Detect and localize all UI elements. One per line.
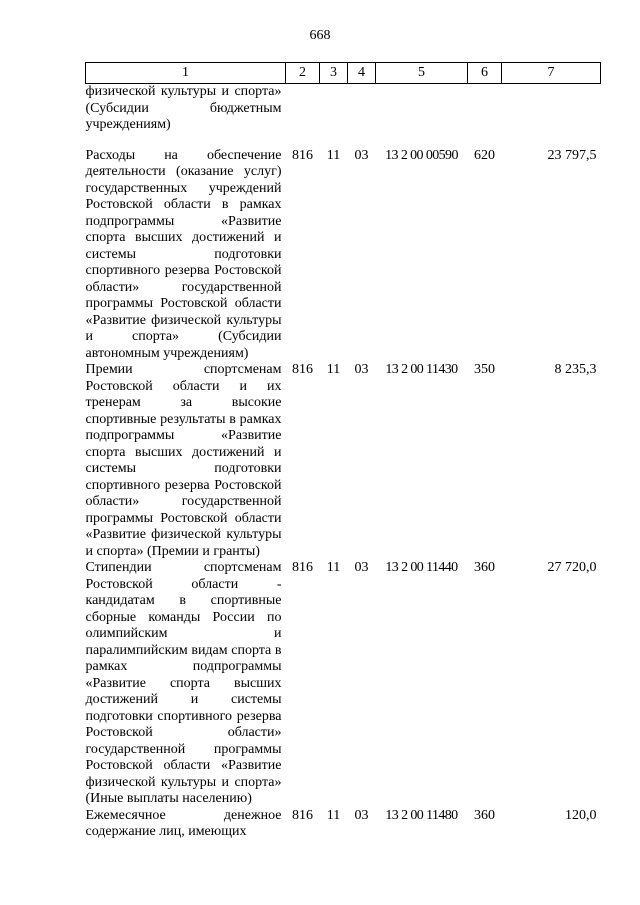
column-header-3: 3 — [320, 63, 348, 84]
table-row-continuation — [86, 84, 601, 148]
row-ministry: 816 — [292, 147, 313, 163]
row-section: 11 — [326, 362, 341, 377]
row-subsection: 03 — [354, 147, 369, 163]
row-section: 11 — [326, 147, 341, 163]
column-header-7: 7 — [502, 63, 601, 84]
table-row — [86, 808, 601, 841]
row-amount: 23 797,5 — [547, 147, 597, 163]
row-section: 11 — [326, 807, 341, 823]
row-amount: 120,0 — [565, 807, 597, 823]
budget-table — [85, 62, 601, 841]
row-subsection: 03 — [354, 362, 369, 377]
row-target-article: 13 2 00 11480 — [385, 807, 458, 823]
page-number: 668 — [309, 28, 331, 43]
table-row — [86, 148, 601, 363]
row-amount: 8 235,3 — [554, 362, 597, 377]
row-subsection: 03 — [354, 807, 369, 823]
row-target-article: 13 2 00 00590 — [385, 147, 458, 163]
row-subsection: 03 — [354, 560, 369, 575]
row-target-article: 13 2 00 11440 — [385, 560, 458, 575]
table-row — [86, 560, 601, 808]
column-header-1: 1 — [86, 63, 286, 84]
row-description: Премии спортсменам Ростовской области и их тренерам за высокие спортивные результаты в рамках подпрограммы «Развитие спорта высших достижений и системы подготовки спортивного резерва Ростовской области» государственной программы Ростовской области «Развитие физической культуры и спорта» (Премии и гранты) — [85, 362, 282, 559]
table-header-row — [86, 63, 601, 84]
row-expense-type: 360 — [474, 807, 495, 823]
column-header-6: 6 — [468, 63, 502, 84]
row-ministry: 816 — [292, 807, 313, 823]
column-header-4: 4 — [348, 63, 376, 84]
row-description: Ежемесячное денежное содержание лиц, имеющих — [85, 807, 282, 839]
row-description: Стипендии спортсменам Ростовской области - кандидатам в спортивные сборные команды России по олимпийским и паралимпийским видам спорта в рамках подпрограммы «Развитие спорта высших достижений и системы подготовки спортивного резерва Ростовской области» государственной программы Ростовской области «Развитие физической культуры и спорта» (Иные выплаты населению) — [85, 560, 282, 806]
row-amount: 27 720,0 — [547, 560, 597, 575]
row-expense-type: 350 — [474, 362, 495, 377]
row-section: 11 — [326, 560, 341, 575]
row-target-article: 13 2 00 11430 — [385, 362, 458, 377]
continuation-description: физической культуры и спорта» (Субсидии бюджетным учреждениям) — [85, 84, 282, 132]
column-header-2: 2 — [286, 63, 320, 84]
row-description: Расходы на обеспечение деятельности (оказание услуг) государственных учреждений Ростовской области в рамках подпрограммы «Развитие спорта высших достижений и системы подготовки спортивного резерва Ростовской области» государственной программы Ростовской области «Развитие физической культуры и спорта» (Субсидии автономным учреждениям) — [85, 147, 282, 361]
row-ministry: 816 — [292, 560, 313, 575]
row-expense-type: 360 — [474, 560, 495, 575]
column-header-5: 5 — [376, 63, 468, 84]
row-expense-type: 620 — [474, 147, 495, 163]
row-ministry: 816 — [292, 362, 313, 377]
table-row — [86, 362, 601, 560]
